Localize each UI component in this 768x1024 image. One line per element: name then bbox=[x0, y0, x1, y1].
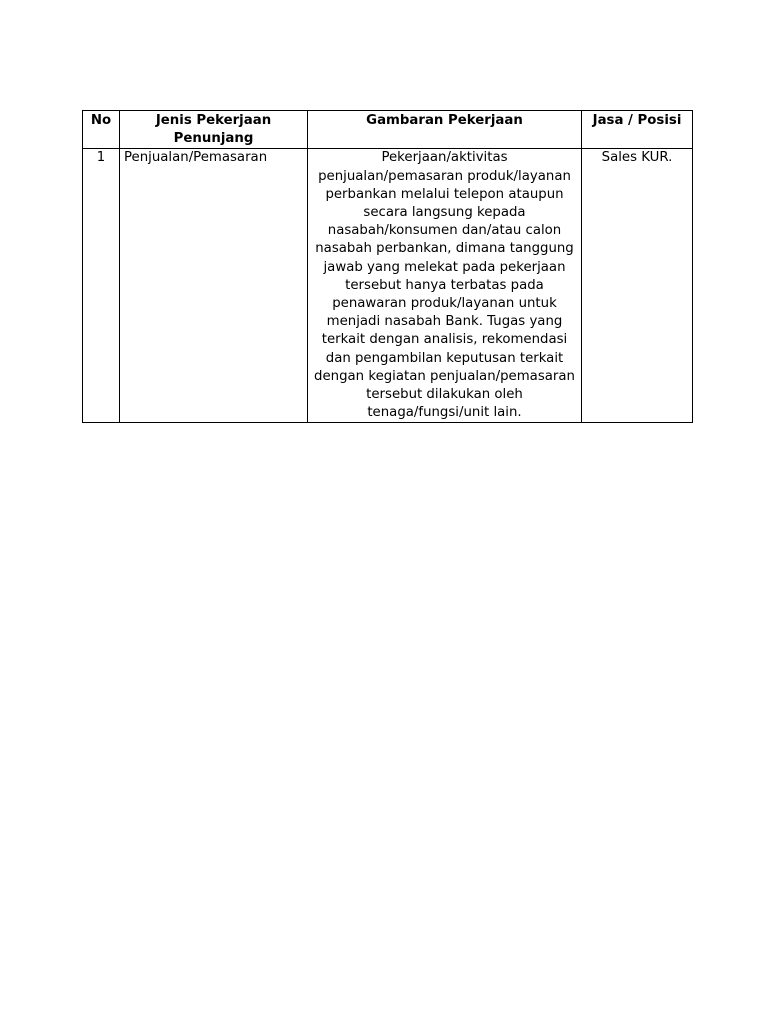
cell-jasa-posisi: Sales KUR. bbox=[582, 149, 693, 423]
cell-gambaran-pekerjaan: Pekerjaan/aktivitas penjualan/pemasaran produk/layanan perbankan melalui telepon ataupun secara langsung kepada nasabah/konsumen dan/atau calon nasabah perbankan, dimana tanggung jawab yang melekat pada pekerjaan tersebut hanya terbatas pada penawaran produk/layanan untuk menjadi nasabah Bank. Tugas yang terkait dengan analisis, rekomendasi dan pengambilan keputusan terkait dengan kegiatan penjualan/pemasaran tersebut dilakukan oleh tenaga/fungsi/unit lain. bbox=[308, 149, 582, 423]
cell-no: 1 bbox=[83, 149, 120, 423]
job-description-table bbox=[82, 110, 693, 423]
table-row bbox=[83, 149, 693, 423]
header-gambaran-pekerjaan: Gambaran Pekerjaan bbox=[308, 111, 582, 149]
cell-jenis-pekerjaan: Penjualan/Pemasaran bbox=[120, 149, 308, 423]
table-header-row bbox=[83, 111, 693, 149]
header-jenis-pekerjaan: Jenis Pekerjaan Penunjang bbox=[120, 111, 308, 149]
header-jasa-posisi: Jasa / Posisi bbox=[582, 111, 693, 149]
header-no: No bbox=[83, 111, 120, 149]
